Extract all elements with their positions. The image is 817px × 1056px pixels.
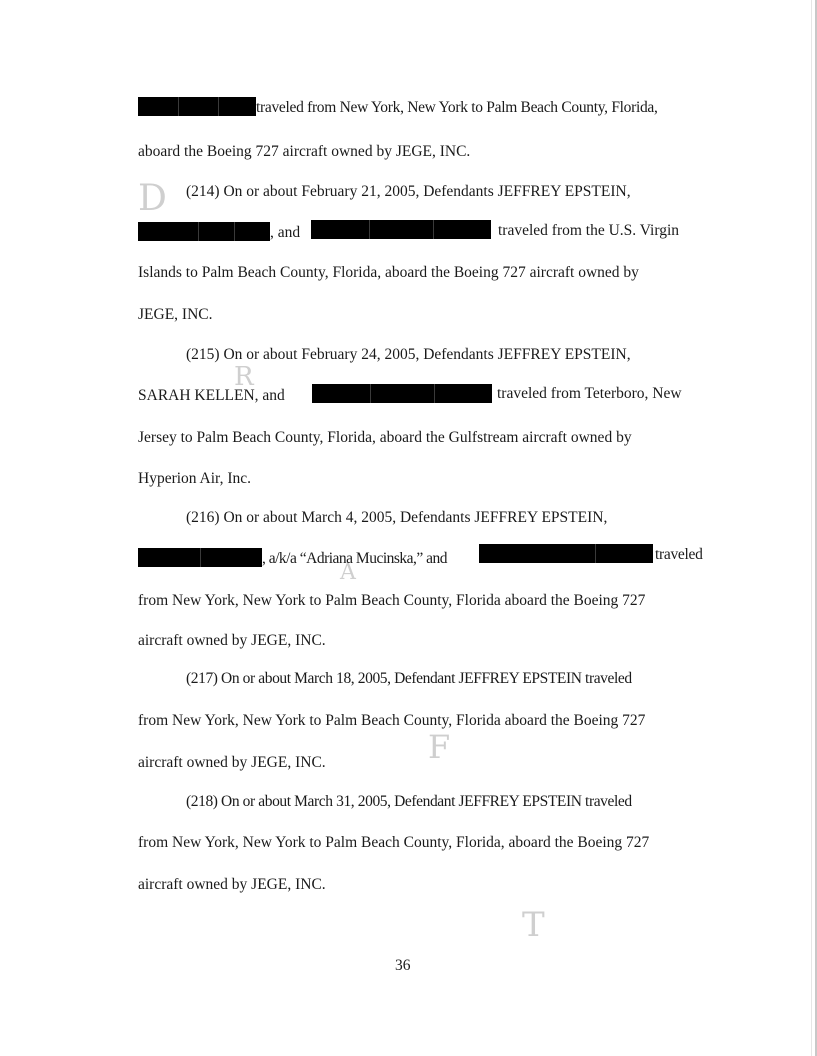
paragraph-214-line: (214) On or about February 21, 2005, Defendants JEFFREY EPSTEIN, — [186, 183, 631, 200]
text-line: Islands to Palm Beach County, Florida, aboard the Boeing 727 aircraft owned by — [138, 264, 639, 281]
text-line: from New York, New York to Palm Beach County, Florida, aboard the Boeing 727 — [138, 834, 650, 851]
text-line — [138, 222, 300, 242]
text-line: Hyperion Air, Inc. — [138, 470, 252, 487]
text-line: aircraft owned by JEGE, INC. — [138, 876, 326, 893]
redaction-box — [312, 384, 492, 403]
redaction-box — [311, 220, 491, 239]
watermark-letter-t: T — [522, 905, 545, 945]
text-line: aircraft owned by JEGE, INC. — [138, 632, 326, 649]
watermark-letter-a: A — [340, 560, 356, 585]
redaction-box — [138, 222, 270, 241]
text-line — [138, 97, 658, 117]
text-line: aircraft owned by JEGE, INC. — [138, 754, 326, 771]
paragraph-216-line: (216) On or about March 4, 2005, Defendants JEFFREY EPSTEIN, — [186, 509, 608, 526]
text-line: Jersey to Palm Beach County, Florida, aboard the Gulfstream aircraft owned by — [138, 429, 632, 446]
text-line: from New York, New York to Palm Beach County, Florida aboard the Boeing 727 — [138, 712, 646, 729]
text-line: aboard the Boeing 727 aircraft owned by JEGE, INC. — [138, 143, 471, 160]
line-text: , and — [270, 224, 301, 241]
page-number: 36 — [395, 957, 411, 974]
text-line: from New York, New York to Palm Beach County, Florida aboard the Boeing 727 — [138, 592, 646, 609]
text-line: traveled from Teterboro, New — [497, 385, 682, 402]
text-line: traveled — [655, 546, 703, 563]
paragraph-215-line: (215) On or about February 24, 2005, Defendants JEFFREY EPSTEIN, — [186, 346, 631, 363]
text-line: SARAH KELLEN, and — [138, 387, 285, 404]
line-text: traveled from New York, New York to Palm Beach County, Florida, — [256, 99, 658, 116]
text-line: JEGE, INC. — [138, 306, 213, 323]
scan-edge-inner — [811, 0, 812, 1056]
redaction-box — [138, 97, 256, 116]
text-line: traveled from the U.S. Virgin — [498, 222, 680, 239]
watermark-letter-f: F — [428, 728, 451, 766]
line-text: , a/k/a “Adriana Mucinska,” and — [262, 550, 448, 567]
watermark-letter-r: R — [234, 362, 254, 392]
text-line — [138, 548, 447, 568]
paragraph-217-line: (217) On or about March 18, 2005, Defendant JEFFREY EPSTEIN traveled — [186, 670, 632, 687]
watermark-letter-d: D — [138, 178, 167, 219]
paragraph-218-line: (218) On or about March 31, 2005, Defendant JEFFREY EPSTEIN traveled — [186, 793, 632, 810]
redaction-box — [138, 548, 262, 567]
redaction-box — [479, 544, 653, 563]
